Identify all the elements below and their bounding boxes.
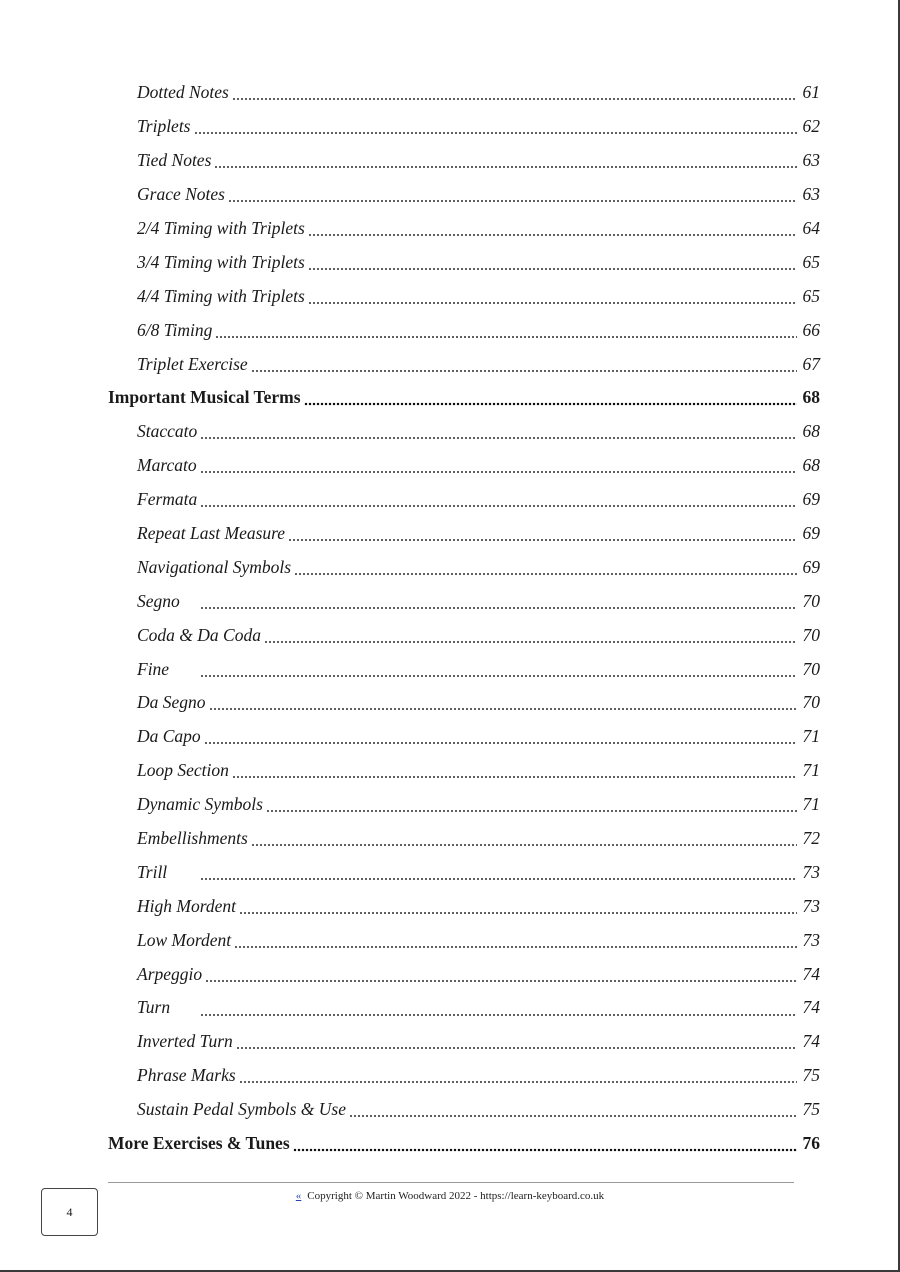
toc-entry-page: 61 bbox=[802, 82, 820, 103]
toc-entry-title: Trill bbox=[137, 861, 168, 882]
toc-entry[interactable] bbox=[137, 212, 820, 246]
page-number-box bbox=[41, 1188, 98, 1236]
toc-entry-title: Dynamic Symbols bbox=[137, 794, 263, 815]
dot-leader bbox=[266, 798, 797, 816]
toc-entry[interactable] bbox=[137, 957, 820, 991]
table-of-contents bbox=[0, 76, 900, 1161]
toc-entry-title: Navigational Symbols bbox=[137, 556, 292, 577]
toc-entry-title: More Exercises & Tunes bbox=[108, 1133, 290, 1154]
toc-entry[interactable] bbox=[137, 245, 820, 279]
toc-entry[interactable] bbox=[137, 923, 820, 957]
toc-section-entry[interactable] bbox=[108, 1127, 820, 1161]
dot-leader bbox=[294, 561, 797, 579]
toc-entry-title: High Mordent bbox=[137, 895, 236, 916]
toc-entry-title: Da Capo bbox=[137, 726, 201, 747]
toc-entry[interactable] bbox=[137, 76, 820, 110]
toc-entry[interactable] bbox=[137, 584, 820, 618]
toc-entry-title: Fermata bbox=[137, 489, 198, 510]
toc-entry-page: 68 bbox=[802, 421, 820, 442]
toc-entry-page: 70 bbox=[802, 692, 820, 713]
toc-entry-page: 70 bbox=[802, 658, 820, 679]
toc-entry-page: 69 bbox=[802, 523, 820, 544]
dot-leader bbox=[304, 391, 798, 409]
toc-entry[interactable] bbox=[137, 144, 820, 178]
toc-entry[interactable] bbox=[137, 754, 820, 788]
toc-entry-page: 69 bbox=[802, 489, 820, 510]
dot-leader bbox=[251, 832, 797, 850]
toc-entry[interactable] bbox=[137, 1093, 820, 1127]
toc-entry-title: Sustain Pedal Symbols & Use bbox=[137, 1099, 347, 1120]
toc-entry-title: Inverted Turn bbox=[137, 1031, 233, 1052]
toc-entry-page: 67 bbox=[802, 353, 820, 374]
toc-entry-title: Loop Section bbox=[137, 760, 229, 781]
dot-leader bbox=[251, 358, 797, 376]
dot-leader bbox=[200, 1001, 797, 1019]
dot-leader bbox=[236, 1035, 797, 1053]
dot-leader bbox=[308, 290, 797, 308]
dot-leader bbox=[232, 86, 797, 104]
toc-entry-page: 62 bbox=[802, 116, 820, 137]
toc-entry-page: 64 bbox=[802, 218, 820, 238]
toc-entry[interactable] bbox=[137, 313, 820, 347]
toc-entry-title: Tied Notes bbox=[137, 150, 212, 171]
toc-entry-title: Repeat Last Measure bbox=[137, 523, 286, 544]
toc-entry-page: 75 bbox=[802, 1099, 820, 1120]
footer bbox=[0, 1190, 900, 1202]
dot-leader bbox=[194, 120, 798, 138]
toc-entry[interactable] bbox=[137, 889, 820, 923]
toc-entry-title: Embellishments bbox=[137, 828, 248, 849]
toc-entry-title: Da Segno bbox=[137, 692, 206, 713]
toc-entry[interactable] bbox=[137, 517, 820, 551]
toc-section-entry[interactable] bbox=[108, 381, 820, 415]
toc-entry[interactable] bbox=[137, 788, 820, 822]
dot-leader bbox=[200, 459, 797, 477]
toc-entry-title: 4/4 Timing with Triplets bbox=[137, 285, 305, 306]
footer-divider bbox=[108, 1182, 794, 1183]
toc-entry[interactable] bbox=[137, 991, 820, 1025]
toc-entry[interactable] bbox=[137, 720, 820, 754]
toc-entry-page: 75 bbox=[802, 1065, 820, 1086]
toc-entry[interactable] bbox=[137, 822, 820, 856]
toc-entry-title: Staccato bbox=[137, 421, 198, 442]
toc-entry[interactable] bbox=[137, 449, 820, 483]
toc-entry-title: Triplet Exercise bbox=[137, 353, 248, 374]
dot-leader bbox=[200, 663, 797, 681]
toc-entry[interactable] bbox=[137, 1025, 820, 1059]
dot-leader bbox=[205, 968, 797, 986]
toc-entry[interactable] bbox=[137, 415, 820, 449]
toc-entry-page: 65 bbox=[802, 285, 820, 306]
toc-entry-title: Grace Notes bbox=[137, 184, 225, 205]
toc-entry-page: 74 bbox=[802, 997, 820, 1018]
toc-entry[interactable] bbox=[137, 686, 820, 720]
toc-entry-page: 73 bbox=[802, 895, 820, 916]
dot-leader bbox=[308, 222, 797, 240]
dot-leader bbox=[200, 493, 797, 511]
dot-leader bbox=[215, 324, 797, 342]
dot-leader bbox=[228, 188, 797, 206]
toc-entry-page: 65 bbox=[802, 251, 820, 272]
toc-entry-page: 63 bbox=[802, 150, 820, 171]
toc-entry-title: Segno bbox=[137, 590, 180, 611]
toc-entry-page: 74 bbox=[802, 1031, 820, 1052]
toc-entry[interactable] bbox=[137, 178, 820, 212]
dot-leader bbox=[234, 934, 797, 952]
toc-entry-page: 63 bbox=[802, 184, 820, 205]
toc-entry[interactable] bbox=[137, 855, 820, 889]
toc-entry-title: Arpeggio bbox=[137, 963, 203, 984]
toc-entry-page: 69 bbox=[802, 556, 820, 577]
dot-leader bbox=[200, 425, 797, 443]
toc-entry[interactable] bbox=[137, 652, 820, 686]
dot-leader bbox=[293, 1137, 797, 1155]
toc-entry[interactable] bbox=[137, 483, 820, 517]
toc-entry-title: Dotted Notes bbox=[137, 82, 229, 103]
toc-entry-title: 3/4 Timing with Triplets bbox=[137, 251, 305, 272]
toc-entry-page: 71 bbox=[802, 726, 820, 747]
toc-entry-title: Low Mordent bbox=[137, 929, 232, 950]
dot-leader bbox=[200, 595, 797, 613]
toc-entry-page: 68 bbox=[802, 455, 820, 476]
toc-entry-title: 6/8 Timing bbox=[137, 319, 213, 340]
toc-entry-page: 74 bbox=[802, 963, 820, 984]
page-number: 4 bbox=[66, 1204, 73, 1219]
dot-leader bbox=[200, 866, 797, 884]
toc-entry-title: Marcato bbox=[137, 455, 197, 476]
toc-entry-title: Phrase Marks bbox=[137, 1065, 236, 1086]
toc-entry-page: 70 bbox=[802, 624, 820, 645]
toc-entry[interactable] bbox=[137, 110, 820, 144]
toc-entry[interactable] bbox=[137, 1059, 820, 1093]
toc-entry[interactable] bbox=[137, 347, 820, 381]
toc-entry-page: 70 bbox=[802, 590, 820, 611]
dot-leader bbox=[232, 764, 797, 782]
toc-entry[interactable] bbox=[137, 618, 820, 652]
toc-entry-title: Fine bbox=[137, 658, 170, 679]
toc-entry-title: Important Musical Terms bbox=[108, 387, 301, 408]
toc-entry-page: 71 bbox=[802, 760, 820, 781]
dot-leader bbox=[204, 730, 797, 748]
dot-leader bbox=[264, 629, 797, 647]
toc-entry-page: 73 bbox=[802, 861, 820, 882]
back-link[interactable]: « bbox=[295, 1190, 302, 1202]
dot-leader bbox=[288, 527, 797, 545]
toc-entry-page: 73 bbox=[802, 929, 820, 950]
dot-leader bbox=[308, 256, 797, 274]
toc-entry-title: 2/4 Timing with Triplets bbox=[137, 218, 305, 238]
toc-entry-page: 72 bbox=[802, 828, 820, 849]
toc-entry-title: Coda & Da Coda bbox=[137, 624, 261, 645]
toc-entry-title: Triplets bbox=[137, 116, 191, 137]
toc-entry-page: 66 bbox=[802, 319, 820, 340]
toc-entry[interactable] bbox=[137, 279, 820, 313]
toc-entry-page: 68 bbox=[802, 387, 820, 408]
toc-entry[interactable] bbox=[137, 550, 820, 584]
dot-leader bbox=[209, 696, 797, 714]
copyright-text: Copyright © Martin Woodward 2022 - https://learn-keyboard.co.uk bbox=[307, 1190, 605, 1202]
dot-leader bbox=[349, 1103, 797, 1121]
toc-entry-page: 76 bbox=[802, 1133, 820, 1154]
dot-leader bbox=[239, 1069, 797, 1087]
toc-entry-page: 71 bbox=[802, 794, 820, 815]
dot-leader bbox=[214, 154, 797, 172]
toc-entry-title: Turn bbox=[137, 997, 171, 1018]
dot-leader bbox=[239, 900, 797, 918]
